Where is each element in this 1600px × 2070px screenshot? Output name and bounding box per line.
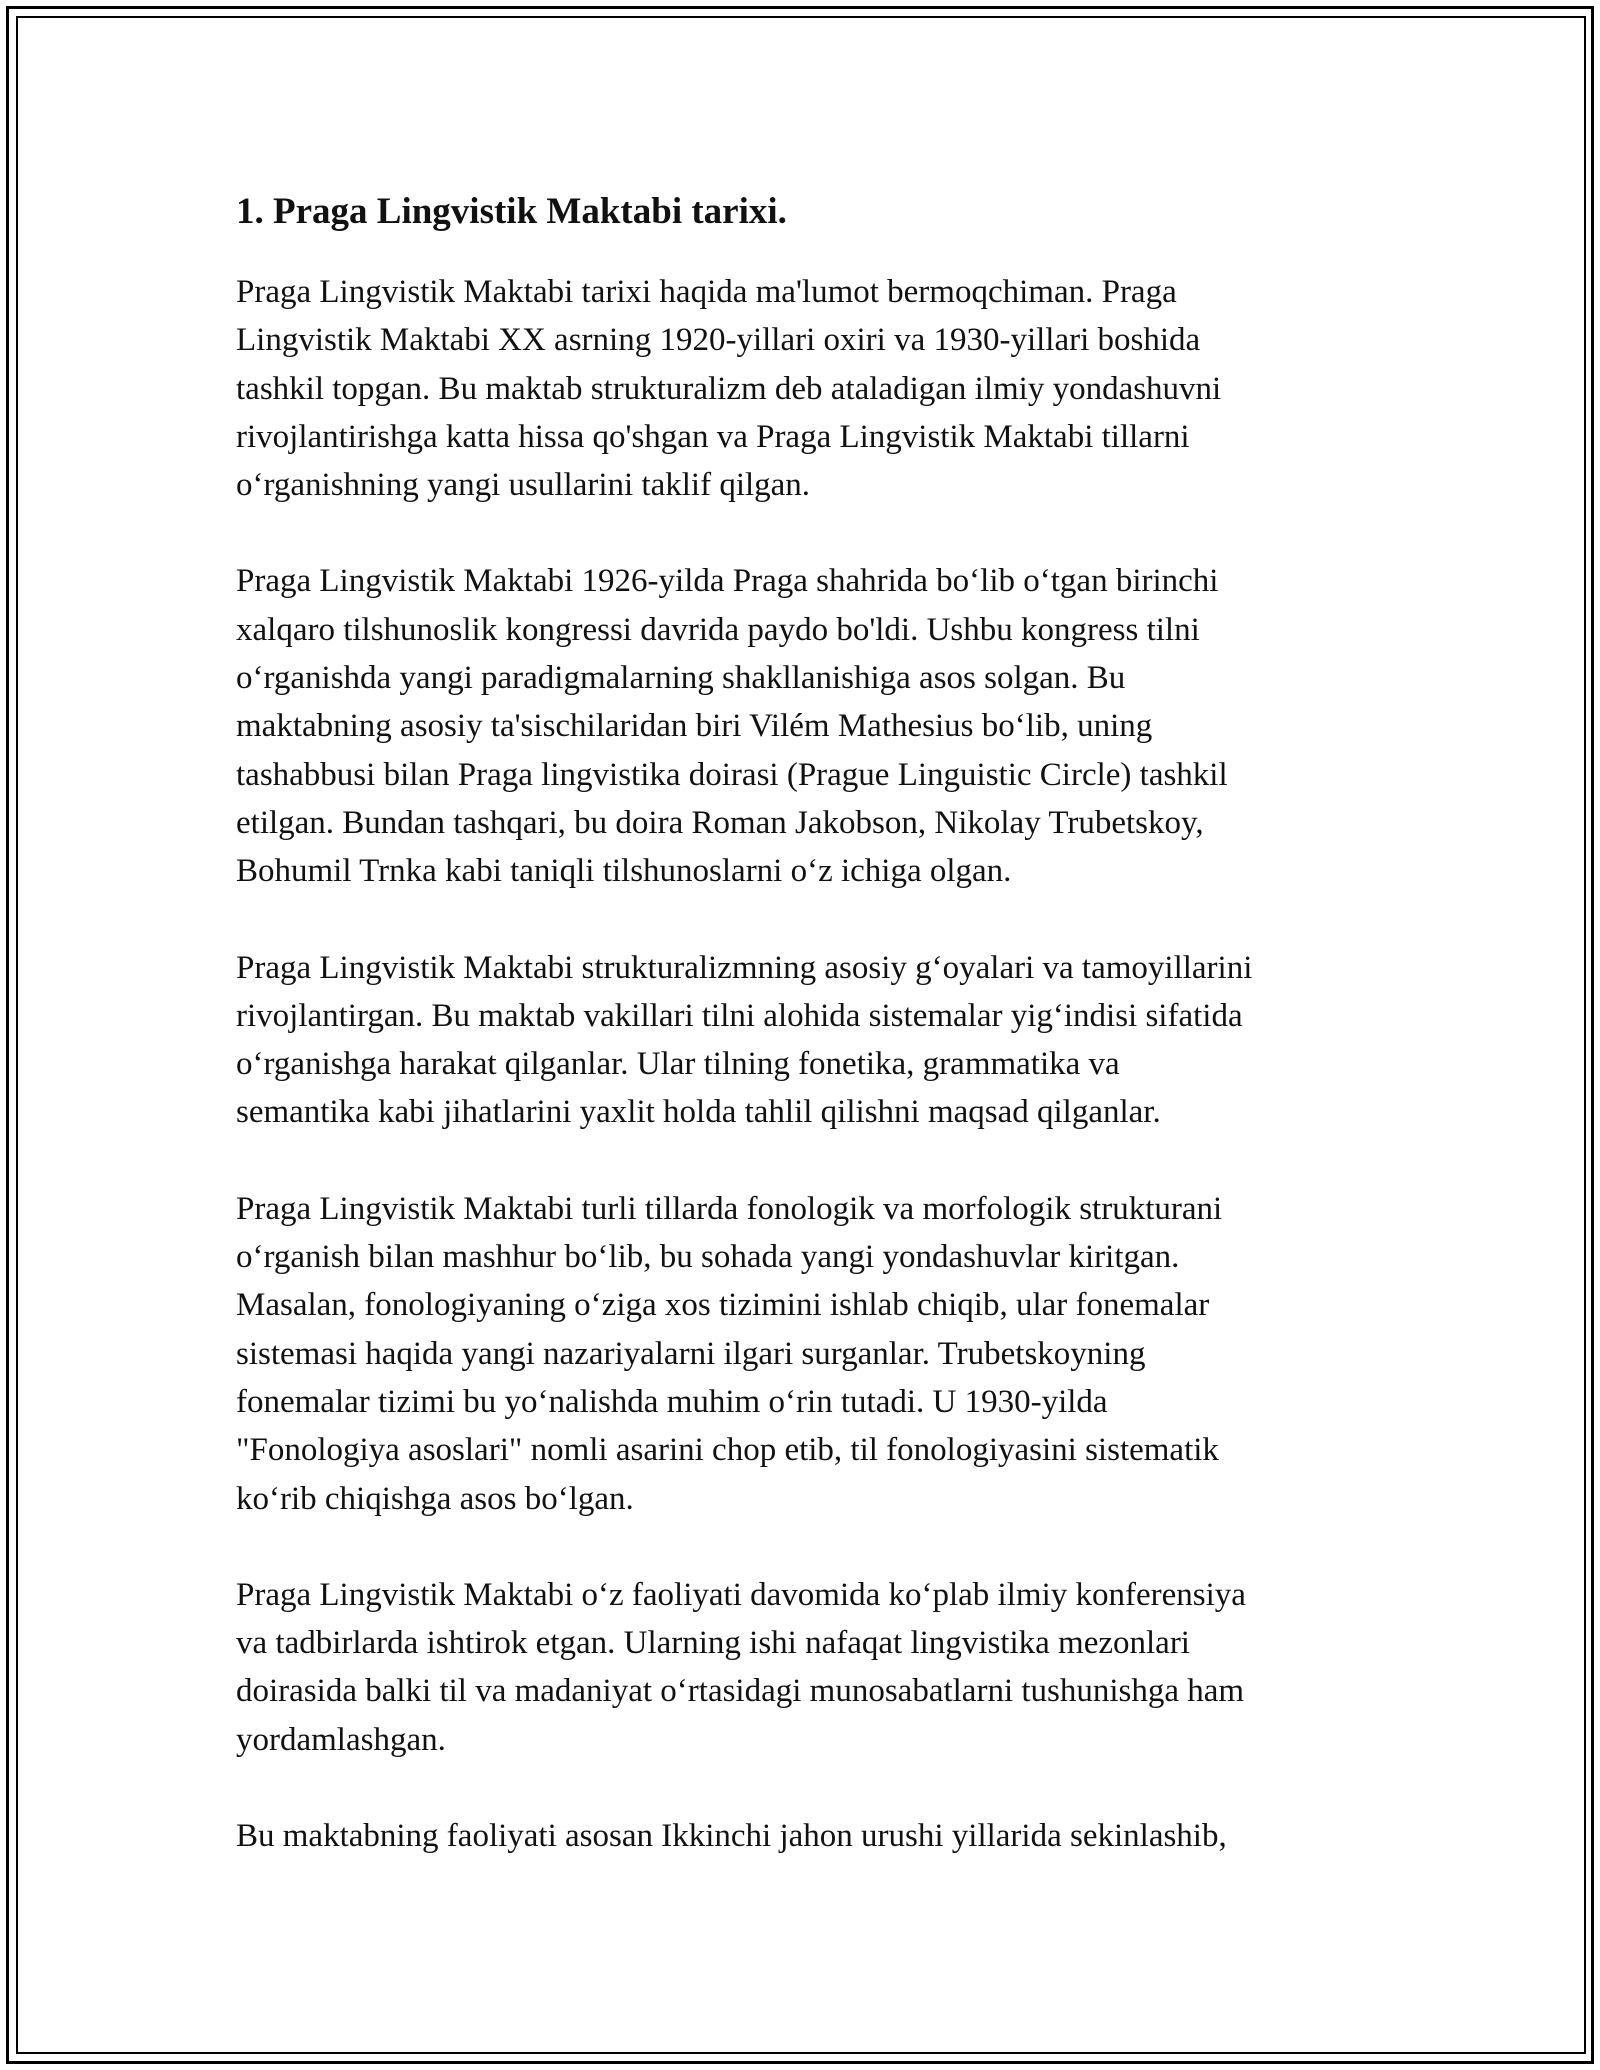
paragraph-line: o‘rganishda yangi paradigmalarning shakllanishiga asos solgan. Bu <box>236 660 1126 697</box>
paragraph-line: Bohumil Trnka kabi taniqli tilshunoslarni o‘z ichiga olgan. <box>236 853 1012 890</box>
paragraph-1 <box>236 268 1386 509</box>
paragraph-line: tashabbusi bilan Praga lingvistika doirasi (Prague Linguistic Circle) tashkil <box>236 756 1228 793</box>
paragraph-4 <box>236 1185 1386 1523</box>
paragraph-line: yordamlashgan. <box>236 1721 446 1758</box>
paragraph-line: rivojlantirishga katta hissa qo'shgan va Praga Lingvistik Maktabi tillarni <box>236 418 1190 455</box>
paragraph-line: xalqaro tilshunoslik kongressi davrida paydo bo'ldi. Ushbu kongress tilni <box>236 611 1200 648</box>
paragraph-line: fonemalar tizimi bu yo‘nalishda muhim o‘rin tutadi. U 1930-yilda <box>236 1383 1108 1420</box>
paragraph-line: Praga Lingvistik Maktabi o‘z faoliyati davomida ko‘plab ilmiy konferensiya <box>236 1576 1246 1613</box>
paragraph-line: Praga Lingvistik Maktabi strukturalizmning asosiy g‘oyalari va tamoyillarini <box>236 949 1253 986</box>
paragraph-line: "Fonologiya asoslari" nomli asarini chop etib, til fonologiyasini sistematik <box>236 1432 1219 1469</box>
paragraph-line: o‘rganishning yangi usullarini taklif qilgan. <box>236 467 811 504</box>
paragraph-2 <box>236 557 1386 895</box>
paragraph-line: semantika kabi jihatlarini yaxlit holda tahlil qilishni maqsad qilganlar. <box>236 1094 1161 1131</box>
paragraph-line: Praga Lingvistik Maktabi tarixi haqida ma'lumot bermoqchiman. Praga <box>236 274 1177 310</box>
paragraph-line: tashkil topgan. Bu maktab strukturalizm deb ataladigan ilmiy yondashuvni <box>236 370 1222 407</box>
paragraph-line: va tadbirlarda ishtirok etgan. Ularning ishi nafaqat lingvistika mezonlari <box>236 1625 1190 1662</box>
paragraph-line: ko‘rib chiqishga asos bo‘lgan. <box>236 1480 634 1517</box>
paragraph-6 <box>236 1812 1386 1860</box>
paragraph-line: rivojlantirgan. Bu maktab vakillari tilni alohida sistemalar yig‘indisi sifatida <box>236 997 1243 1034</box>
paragraph-line: Praga Lingvistik Maktabi 1926-yilda Praga shahrida bo‘lib o‘tgan birinchi <box>236 563 1219 600</box>
paragraph-line: Bu maktabning faoliyati asosan Ikkinchi jahon urushi yillarida sekinlashib, <box>236 1818 1227 1855</box>
paragraph-line: Lingvistik Maktabi XX asrning 1920-yillari oxiri va 1930-yillari boshida <box>236 322 1201 359</box>
paragraph-line: o‘rganish bilan mashhur bo‘lib, bu sohada yangi yondashuvlar kiritgan. <box>236 1239 1180 1276</box>
paragraph-3 <box>236 944 1386 1137</box>
paragraph-line: maktabning asosiy ta'sischilaridan biri Vilém Mathesius bo‘lib, uning <box>236 708 1153 745</box>
paragraph-line: doirasida balki til va madaniyat o‘rtasidagi munosabatlarni tushunishga ham <box>236 1673 1245 1710</box>
paragraph-line: Masalan, fonologiyaning o‘ziga xos tizimini ishlab chiqib, ular fonemalar <box>236 1287 1210 1324</box>
paragraph-line: Praga Lingvistik Maktabi turli tillarda fonologik va morfologik strukturani <box>236 1190 1223 1227</box>
paragraph-5 <box>236 1571 1386 1764</box>
paragraph-line: o‘rganishga harakat qilganlar. Ular tilning fonetika, grammatika va <box>236 1046 1120 1083</box>
paragraph-line: etilgan. Bundan tashqari, bu doira Roman Jakobson, Nikolay Trubetskoy, <box>236 804 1204 841</box>
document-title: 1. Praga Lingvistik Maktabi tarixi. <box>236 191 787 232</box>
document-body <box>236 186 1386 1908</box>
paragraph-line: sistemasi haqida yangi nazariyalarni ilgari surganlar. Trubetskoyning <box>236 1335 1146 1372</box>
